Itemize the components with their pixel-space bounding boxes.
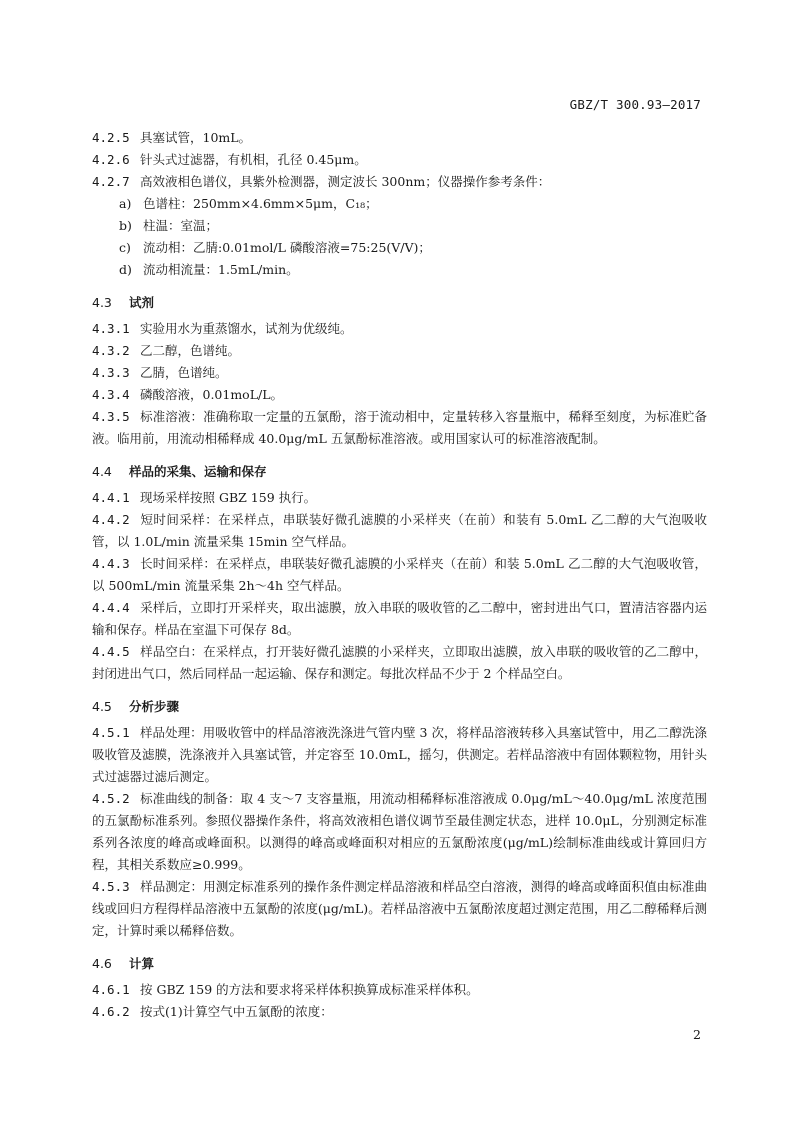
clause-item: [92, 127, 707, 149]
clause-item: [92, 149, 707, 171]
clause-text: 短时间采样：在采样点，串联装好微孔滤膜的小采样夹（在前）和装有 5.0mL 乙二醇的大气泡吸收管，以 1.0L/min 流量采集 15min 空气样品。: [92, 512, 707, 549]
clause-number: 4.3.2: [92, 343, 130, 358]
clause-text: 标准溶液：准确称取一定量的五氯酚，溶于流动相中，定量转移入容量瓶中，稀释至刻度，为标准贮备液。临用前，用流动相稀释成 40.0μg/mL 五氯酚标准溶液。或用国家认可的标准溶液配制。: [92, 409, 707, 446]
clause-text: 样品测定：用测定标准系列的操作条件测定样品溶液和样品空白溶液，测得的峰高或峰面积值由标准曲线或回归方程得样品溶液中五氯酚的浓度(μg/mL)。若样品溶液中五氯酚浓度超过测定范围，用乙二醇稀释后测定，计算时乘以稀释倍数。: [92, 879, 707, 938]
clause-number: 4.4.4: [92, 600, 130, 615]
page-number: 2: [693, 1027, 701, 1042]
sub-item-label: c): [119, 240, 131, 255]
sub-item-text: 柱温：室温；: [143, 218, 219, 233]
clause-paragraph: [92, 406, 707, 450]
sub-item-label: a): [119, 196, 132, 211]
clause-number: 4.3.5: [92, 409, 130, 424]
clause-paragraph: [92, 509, 707, 553]
clause-item: [92, 384, 707, 406]
sub-item: [92, 215, 707, 237]
clause-text: 具塞试管，10mL。: [140, 130, 252, 145]
clause-number: 4.4.3: [92, 556, 130, 571]
section-number: 4.3: [92, 295, 112, 310]
clause-item: [92, 487, 707, 509]
clause-number: 4.4.1: [92, 490, 130, 505]
clause-text: 乙腈，色谱纯。: [140, 365, 228, 380]
sub-item-label: d): [119, 262, 132, 277]
clause-number: 4.4.5: [92, 644, 130, 659]
clause-text: 样品处理：用吸收管中的样品溶液洗涤进气管内壁 3 次，将样品溶液转移入具塞试管中，用乙二醇洗涤吸收管及滤膜，洗涤液并入具塞试管，并定容至 10.0mL，摇匀，供测定。若样品溶液中有固体颗粒物，用针头式过滤器过滤后测定。: [92, 725, 707, 784]
section-number: 4.5: [92, 699, 112, 714]
clause-number: 4.4.2: [92, 512, 130, 527]
clause-text: 乙二醇，色谱纯。: [140, 343, 241, 358]
sub-item-text: 流动相：乙腈:0.01mol/L 磷酸溶液=75:25(V/V)；: [143, 240, 431, 255]
clause-number: 4.2.5: [92, 130, 130, 145]
clause-item: [92, 362, 707, 384]
clause-item: [92, 171, 707, 193]
clause-number: 4.3.4: [92, 387, 130, 402]
section-heading: [92, 696, 707, 718]
clause-paragraph: [92, 788, 707, 876]
clause-number: 4.6.2: [92, 1004, 130, 1019]
clause-paragraph: [92, 876, 707, 942]
section-title: 分析步骤: [129, 699, 180, 714]
clause-text: 标准曲线的制备：取 4 支～7 支容量瓶，用流动相稀释标准溶液成 0.0μg/mL～40.0μg/mL 浓度范围的五氯酚标准系列。参照仪器操作条件，将高效液相色谱仪调节至最佳测定状态，进样 10.0μL，分别测定标准系列各浓度的峰高或峰面积。以测得的峰高或峰面积对相应的五氯酚浓度(μg/mL)绘制标准曲线或计算回归方程，其相关系数应≥0.999。: [92, 791, 707, 872]
sub-item-label: b): [119, 218, 132, 233]
section-title: 计算: [129, 956, 155, 971]
clause-text: 按式(1)计算空气中五氯酚的浓度：: [140, 1004, 333, 1019]
sub-item: [92, 237, 707, 259]
section-number: 4.6: [92, 956, 112, 971]
clause-paragraph: [92, 597, 707, 641]
clause-item: [92, 318, 707, 340]
clause-paragraph: [92, 722, 707, 788]
clause-text: 采样后，立即打开采样夹，取出滤膜，放入串联的吸收管的乙二醇中，密封进出气口，置清洁容器内运输和保存。样品在室温下可保存 8d。: [92, 600, 707, 637]
sub-item: [92, 259, 707, 281]
clause-number: 4.5.1: [92, 725, 130, 740]
section-heading: [92, 953, 707, 975]
section-title: 试剂: [129, 295, 155, 310]
document-id-header: GBZ/T 300.93—2017: [569, 97, 701, 112]
section-number: 4.4: [92, 464, 112, 479]
section-heading: [92, 461, 707, 483]
clause-number: 4.3.1: [92, 321, 130, 336]
clause-number: 4.5.2: [92, 791, 130, 806]
clause-paragraph: [92, 553, 707, 597]
clause-item: [92, 979, 707, 1001]
clause-text: 高效液相色谱仪，具紫外检测器，测定波长 300nm；仪器操作参考条件：: [140, 174, 551, 189]
sub-item-text: 色谱柱：250mm×4.6mm×5μm，C₁₈；: [143, 196, 378, 211]
clause-text: 实验用水为重蒸馏水，试剂为优级纯。: [140, 321, 353, 336]
sub-item: [92, 193, 707, 215]
clause-number: 4.3.3: [92, 365, 130, 380]
clause-paragraph: [92, 641, 707, 685]
clause-item: [92, 340, 707, 362]
clause-text: 长时间采样：在采样点，串联装好微孔滤膜的小采样夹（在前）和装 5.0mL 乙二醇的大气泡吸收管，以 500mL/min 流量采集 2h～4h 空气样品。: [92, 556, 707, 593]
sub-item-text: 流动相流量：1.5mL/min。: [143, 262, 299, 277]
clause-text: 针头式过滤器，有机相，孔径 0.45μm。: [140, 152, 367, 167]
section-title: 样品的采集、运输和保存: [129, 464, 267, 479]
clause-number: 4.2.6: [92, 152, 130, 167]
clause-item: [92, 1001, 707, 1023]
clause-text: 磷酸溶液，0.01moL/L。: [140, 387, 284, 402]
document-body: [92, 127, 707, 1023]
section-heading: [92, 292, 707, 314]
clause-number: 4.5.3: [92, 879, 130, 894]
clause-number: 4.6.1: [92, 982, 130, 997]
clause-number: 4.2.7: [92, 174, 130, 189]
clause-text: 按 GBZ 159 的方法和要求将采样体积换算成标准采样体积。: [140, 982, 479, 997]
clause-text: 样品空白：在采样点，打开装好微孔滤膜的小采样夹，立即取出滤膜，放入串联的吸收管的乙二醇中，封闭进出气口，然后同样品一起运输、保存和测定。每批次样品不少于 2 个样品空白。: [92, 644, 707, 681]
clause-text: 现场采样按照 GBZ 159 执行。: [140, 490, 317, 505]
